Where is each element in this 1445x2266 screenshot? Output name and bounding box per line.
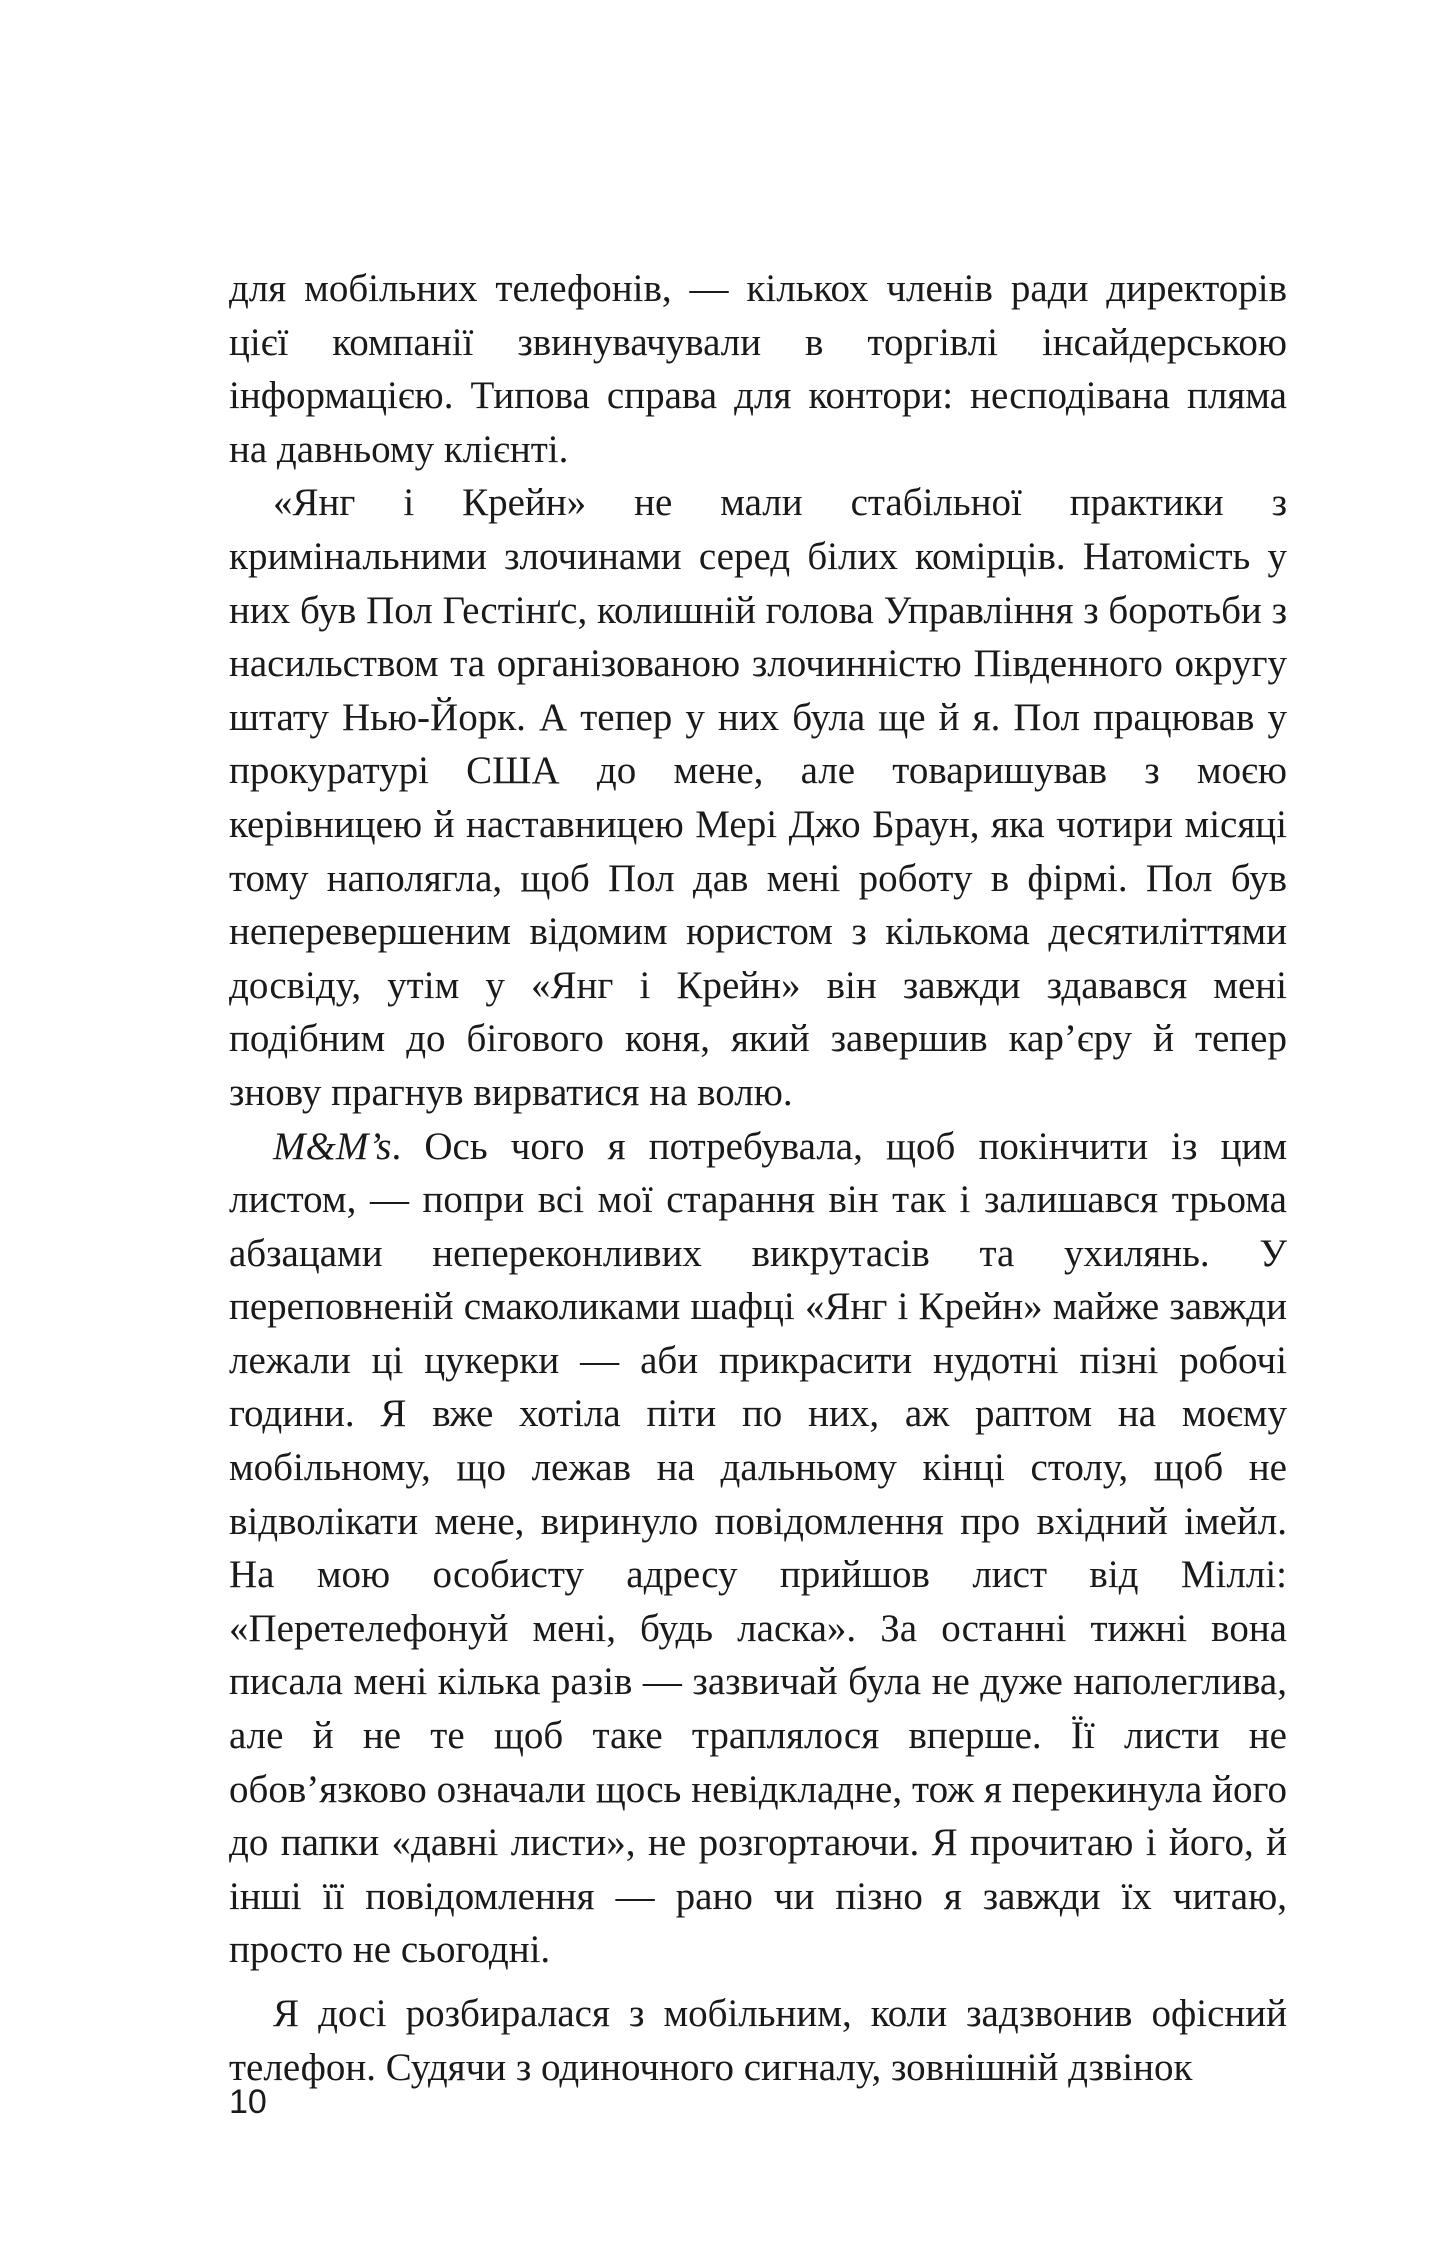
paragraph-4 (229, 1987, 1287, 2094)
paragraph-2-text: «Янг і Крейн» не мали стабільної практики з кримінальними злочинами серед білих комірців. Натомість у них був Пол Гестінґс, колишній голова Управління з боротьби з насильством та організованою злочинністю Південного округу штату Нью-Йорк. А тепер у них була ще й я. Пол працював у прокуратурі США до мене, але товаришував з моєю керівницею й наставницею Мері Джо Браун, яка чотири місяці тому наполягла, щоб Пол дав мені роботу в фірмі. Пол був неперевершеним відомим юристом з кількома десятиліттями досвіду, утім у «Янг і Крейн» він завжди здавався мені подібним до бігового коня, який завершив кар’єру й тепер знову прагнув вирватися на волю. (229, 481, 1287, 1114)
paragraph-3 (229, 1120, 1287, 1978)
paragraph-3-text: . Ось чого я потребувала, щоб покінчити із цим листом, — попри всі мої старання він так і залишався трьома абзацами непереконливих викрутасів та ухилянь. У переповненій смаколиками шафці «Янг і Крейн» майже завжди лежали ці цукерки — аби прикрасити нудотні пізні робочі години. Я вже хотіла піти по них, аж раптом на моєму мобільному, що лежав на дальньому кінці столу, щоб не відволікати мене, виринуло повідомлення про вхідний імейл. На мою особисту адресу прийшов лист від Міллі: «Перетелефонуй мені, будь ласка». За останні тижні вона писала мені кілька разів — зазвичай була не дуже наполеглива, але й не те щоб таке траплялося вперше. Її листи не обов’язково означали щось невідкладне, тож я перекинула його до папки «давні листи», не розгортаючи. Я прочитаю і його, й інші її повідомлення — рано чи пізно я завжди їх читаю, просто не сьогодні. (229, 1124, 1287, 1972)
paragraph-2 (229, 476, 1287, 1119)
paragraph-3-italic-lead: M&M’s (273, 1124, 392, 1168)
paragraph-4-text: Я досі розбиралася з мобільним, коли задзвонив офісний телефон. Судячи з одиночного сигналу, зовнішній дзвінок (229, 1992, 1287, 2089)
paragraph-1 (229, 262, 1287, 476)
paragraph-1-text: для мобільних телефонів, — кількох членів ради директорів цієї компанії звинувачували в торгівлі інсайдерською інформацією. Типова справа для контори: несподівана пляма на давньому клієнті. (229, 267, 1287, 471)
page-number: 10 (229, 2083, 267, 2121)
body-text (229, 262, 1287, 2094)
